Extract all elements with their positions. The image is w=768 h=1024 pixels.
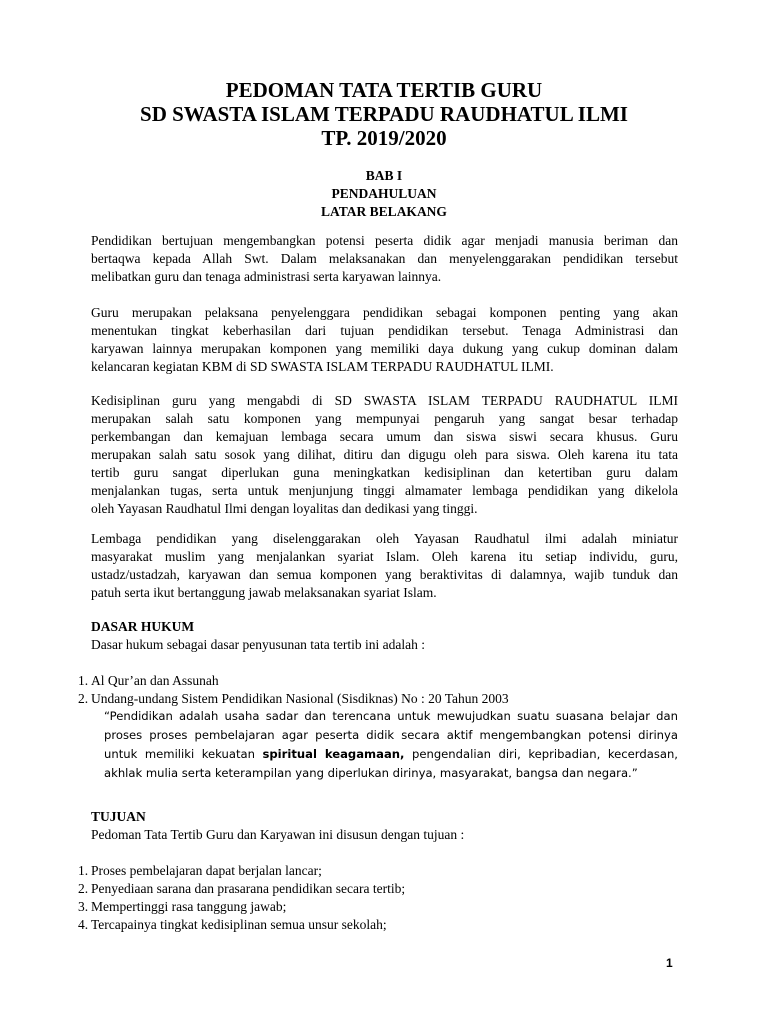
- paragraph-line: bertaqwa kepada Allah Swt. Dalam melaksanakan dan menyelenggarakan pendidikan tersebut: [91, 251, 678, 266]
- dasar-hukum-intro: Dasar hukum sebagai dasar penyusunan tata tertib ini adalah :: [91, 637, 426, 652]
- paragraph-line: menjalankan tugas, serta untuk menjunjung tinggi almamater lembaga pendidikan yang dikelola: [91, 483, 678, 498]
- section-heading: LATAR BELAKANG: [321, 204, 447, 219]
- paragraph-line: merupakan salah satu komponen yang mempunyai pengaruh yang sangat besar terhadap: [91, 411, 678, 426]
- paragraph-line: Lembaga pendidikan yang diselenggarakan oleh Yayasan Raudhatul ilmi adalah miniatur: [91, 531, 678, 546]
- list-number: 1.: [78, 863, 89, 878]
- paragraph-line: merupakan salah satu sosok yang dilihat, ditiru dan digugu oleh para siswa. Oleh karena itu tata: [91, 447, 678, 462]
- paragraph-line: karyawan lainnya merupakan komponen yang memiliki daya dukung yang cukup dominan dalam: [91, 341, 678, 356]
- list-text: Proses pembelajaran dapat berjalan lancar;: [91, 863, 322, 878]
- document-title: [0, 78, 768, 150]
- paragraph-line: patuh serta ikut bertanggung jawab melaksanakan syariat Islam.: [91, 585, 437, 600]
- list-text: Undang-undang Sistem Pendidikan Nasional (Sisdiknas) No : 20 Tahun 2003: [91, 691, 509, 706]
- list-number: 4.: [78, 917, 89, 932]
- paragraph-line: tertib guru sangat diperlukan guna meningkatkan kedisiplinan dan ketertiban guru dalam: [91, 465, 678, 480]
- chapter-headings: [0, 167, 768, 221]
- quote-emphasis: spiritual keagamaan,: [262, 747, 405, 761]
- paragraph-line: melibatkan guru dan tenaga administrasi serta karyawan lainnya.: [91, 269, 442, 284]
- paragraph-line: menentukan tingkat keberhasilan dari tujuan pendidikan tersebut. Tenaga Administrasi dan: [91, 323, 678, 338]
- list-text: Tercapainya tingkat kedisiplinan semua unsur sekolah;: [91, 917, 387, 932]
- list-number: 3.: [78, 899, 89, 914]
- paragraph-1: [91, 232, 678, 286]
- paragraph-line: perkembangan dan kemajuan lembaga secara umum dan siswa siswi secara khusus. Guru: [91, 429, 678, 444]
- chapter-heading: PENDAHULUAN: [331, 186, 437, 201]
- list-item: [0, 862, 700, 880]
- list-item: [0, 880, 700, 898]
- paragraph-line: oleh Yayasan Raudhatul Ilmi dengan loyalitas dan dedikasi yang tinggi.: [91, 501, 478, 516]
- paragraph-4: [91, 530, 678, 602]
- quote-line: proses proses pembelajaran agar peserta didik secara aktif mengembangkan potensi dirinya: [104, 728, 678, 742]
- bab-heading: BAB I: [365, 168, 403, 183]
- list-text: Al Qur’an dan Assunah: [91, 673, 219, 688]
- title-line-2: SD SWASTA ISLAM TERPADU RAUDHATUL ILMI: [140, 102, 628, 126]
- list-number: 2.: [78, 881, 89, 896]
- list-item: [0, 690, 700, 708]
- dasar-hukum-title: DASAR HUKUM: [91, 619, 195, 634]
- paragraph-line: Guru merupakan pelaksana penyelenggara pendidikan sebagai komponen penting yang akan: [91, 305, 678, 320]
- quote-fragment: untuk memiliki kekuatan: [104, 747, 263, 761]
- list-item: [0, 898, 700, 916]
- tujuan-list: [0, 862, 700, 934]
- paragraph-3: [91, 392, 678, 518]
- list-item: [0, 672, 700, 690]
- list-text: Penyediaan sarana dan prasarana pendidikan secara tertib;: [91, 881, 406, 896]
- paragraph-line: masyarakat muslim yang menjalankan syariat Islam. Oleh karena itu setiap individu, guru,: [91, 549, 678, 564]
- quote-line: [104, 745, 678, 764]
- tujuan-title: TUJUAN: [91, 809, 146, 824]
- page-number: 1: [666, 956, 673, 970]
- list-item: [0, 916, 700, 934]
- title-line-3: TP. 2019/2020: [321, 126, 447, 150]
- paragraph-2: [91, 304, 678, 376]
- quote-fragment: pengendalian diri, kepribadian, kecerdasan,: [404, 747, 678, 761]
- quote-line: akhlak mulia serta keterampilan yang diperlukan dirinya, masyarakat, bangsa dan negara.”: [104, 766, 638, 780]
- paragraph-line: Kedisiplinan guru yang mengabdi di SD SWASTA ISLAM TERPADU RAUDHATUL ILMI: [91, 393, 678, 408]
- quote-line: “Pendidikan adalah usaha sadar dan terencana untuk mewujudkan suatu suasana belajar dan: [104, 709, 678, 723]
- paragraph-line: ustadz/ustadzah, karyawan dan semua komponen yang beraktivitas di dalamnya, wajib tunduk dan: [91, 567, 678, 582]
- paragraph-line: Pendidikan bertujuan mengembangkan potensi peserta didik agar menjadi manusia beriman dan: [91, 233, 678, 248]
- tujuan-intro: Pedoman Tata Tertib Guru dan Karyawan ini disusun dengan tujuan :: [91, 827, 465, 842]
- list-number: 1.: [78, 673, 89, 688]
- dasar-hukum-list: [0, 672, 700, 708]
- paragraph-line: kelancaran kegiatan KBM di SD SWASTA ISLAM TERPADU RAUDHATUL ILMI.: [91, 359, 554, 374]
- title-line-1: PEDOMAN TATA TERTIB GURU: [225, 78, 543, 102]
- list-number: 2.: [78, 691, 89, 706]
- list-text: Mempertinggi rasa tanggung jawab;: [91, 899, 287, 914]
- legal-quote: [104, 707, 678, 783]
